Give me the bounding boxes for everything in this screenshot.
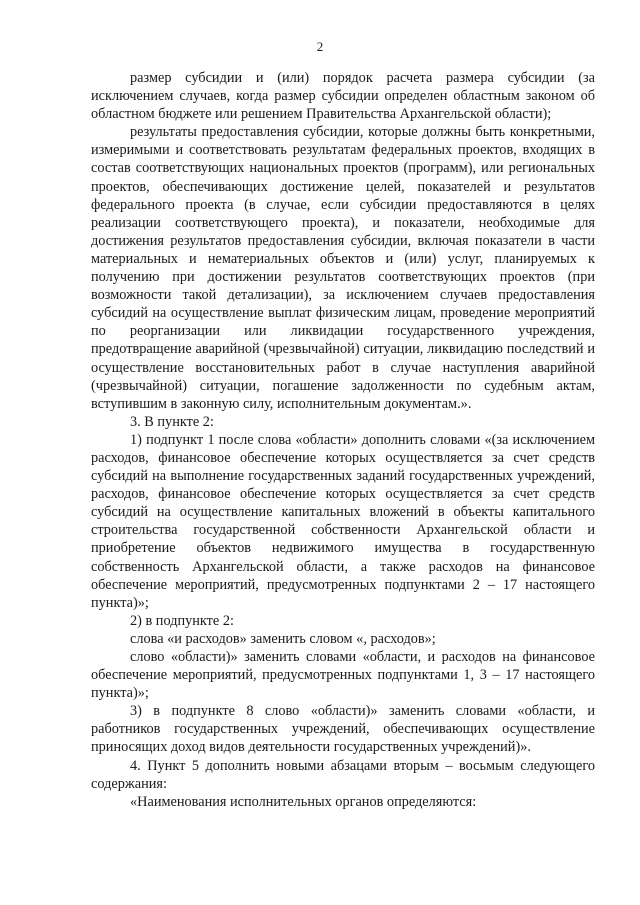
document-body [91,69,595,811]
paragraph-subsidy-amount: размер субсидии и (или) порядок расчета размера субсидии (за исключением случаев, когда размер субсидии определен областным законом об областном бюджете или решением Правительства Архангельской области); [91,70,595,123]
paragraph-subitem-2-heading: 2) в подпункте 2: [130,612,234,629]
paragraph-subitem-2-word-region: слово «области)» заменить словами «области, и расходов на финансовое обеспечение мероприятий, предусмотренных подпунктами 1, 3 – 17 настоящего пункта)»; [91,649,595,702]
paragraph-subitem-1: 1) подпункт 1 после слова «области» дополнить словами «(за исключением расходов, финансовое обеспечение которых осуществляется за счет средств субсидий на выполнение государственных заданий государственных учреждений, расходов, финансовое обеспечение которых осуществляется за счет средств субсидий на осуществление капитальных вложений в объекты капитального строительства государственной собственности Архангельской области и приобретение объектов недвижимого имущества в государственную собственность Архангельской области, а также расходов на финансовое обеспечение мероприятий, предусмотренных подпунктами 2 – 17 настоящего пункта)»; [91,431,595,611]
paragraph-subitem-2-words: слова «и расходов» заменить словом «, расходов»; [130,630,436,647]
page-number: 2 [316,39,324,54]
paragraph-quote-start: «Наименования исполнительных органов определяются: [130,793,477,810]
paragraph-subitem-3: 3) в подпункте 8 слово «области)» заменить словами «области, и работников государственных учреждений, обеспечивающих осуществление приносящих доход видов деятельности государственных учреждений)». [91,703,595,756]
paragraph-item-3-heading: 3. В пункте 2: [130,413,214,430]
paragraph-item-4: 4. Пункт 5 дополнить новыми абзацами вторым – восьмым следующего содержания: [91,757,595,792]
paragraph-subsidy-results: результаты предоставления субсидии, которые должны быть конкретными, измеримыми и соответствовать результатам федеральных проектов, входящих в состав соответствующих национальных проектов (программ), или региональных проектов, обеспечивающих достижение целей, показателей и результатов федерального проекта (в случае, если субсидии предоставляются в целях реализации соответствующего проекта), и показатели, необходимые для достижения результатов предоставления субсидии, включая показатели в части материальных и нематериальных объектов и (или) услуг, планируемых к получению при достижении результатов соответствующих проектов (при возможности такой детализации), за исключением случаев предоставления субсидий на осуществление выплат физическим лицам, проведение мероприятий по реорганизации или ликвидации государственного учреждения, предотвращение аварийной (чрезвычайной) ситуации, ликвидацию последствий и осуществление восстановительных работ в случае наступления аварийной (чрезвычайной) ситуации, погашение задолженности по судебным актам, вступившим в законную силу, исполнительным документам.». [91,124,595,412]
